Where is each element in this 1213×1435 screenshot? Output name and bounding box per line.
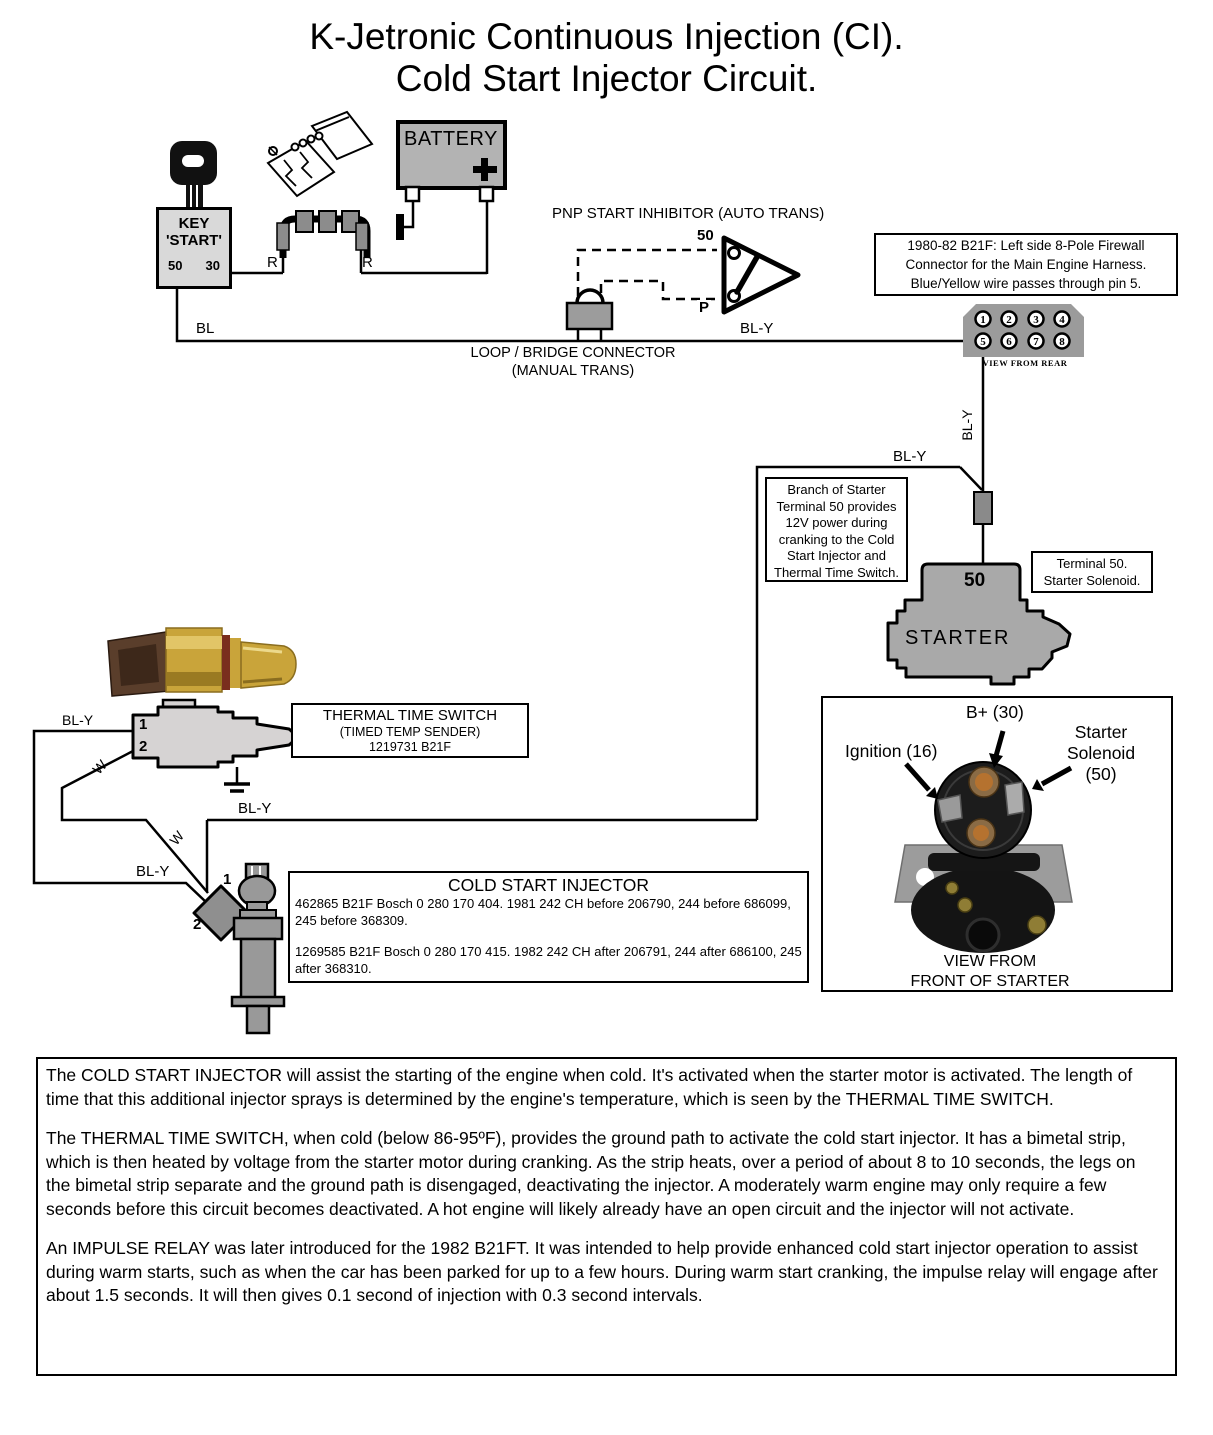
branch-note-line-4: cranking to the Cold — [778, 531, 895, 547]
ignition-key-icon — [170, 141, 217, 210]
wire-label-bly-tts: BL-Y — [62, 712, 94, 728]
key-terminal-30: 30 — [205, 258, 220, 273]
photo-label-solenoid — [1058, 722, 1144, 785]
pin-6: 6 — [1006, 336, 1012, 348]
pnp-title: PNP START INHIBITOR (AUTO TRANS) — [552, 205, 825, 222]
pnp-terminal-50-label: 50 — [697, 227, 714, 244]
notes-para-2: The THERMAL TIME SWITCH, when cold (below 86-95ºF), provides the ground path to activate the cold start injector. It has a bimetal strip, which is then heated by voltage from the starter motor during cranking. As the strip heats, over a period of about 8 to 10 seconds, the legs on the bimetal strip separate and the ground path is disengaged, deactivating the injector. A moderately warm engine may only require a few seconds before this circuit becomes deactivated. A hot engine will likely already have an open circuit and the injector will not activate. — [46, 1128, 1136, 1219]
fusebox-art — [268, 112, 372, 196]
branch-note-line-2: Terminal 50 provides — [776, 498, 897, 514]
loop-bridge-line-2: (MANUAL TRANS) — [511, 363, 635, 379]
ground-symbols — [224, 784, 250, 791]
thermal-switch-box — [291, 703, 529, 758]
wire-battery-ground — [404, 200, 413, 227]
wire-label-bly-injector: BL-Y — [136, 863, 170, 880]
thermal-switch-symbol — [133, 700, 295, 767]
tts-box-line-2: (TIMED TEMP SENDER) — [339, 725, 481, 739]
fuse-label-left: R — [267, 254, 278, 271]
wire-w — [62, 751, 208, 893]
page-title — [0, 16, 1213, 100]
key-label: KEY — [178, 215, 210, 232]
photo-label-solenoid-line-1: Starter — [1074, 722, 1128, 742]
tts-box-line-3: 1219731 B21F — [368, 740, 451, 754]
notes-para-3: An IMPULSE RELAY was later introduced for the 1982 B21FT. It was intended to help provide enhanced cold start injector operation to assist during warm starts, such as when the car has been parked for up to a few hours. During warm start cranking, the impulse relay will engage after about 1.5 seconds. It will then gives 0.1 second of injection with 0.3 second intervals. — [46, 1238, 1158, 1305]
pin-1: 1 — [980, 314, 986, 326]
tts-box-line-1: THERMAL TIME SWITCH — [322, 707, 498, 724]
battery-ground-bar — [396, 214, 404, 240]
pnp-switch-icon — [724, 238, 798, 312]
firewall-note-box — [874, 233, 1178, 296]
branch-note-line-3: 12V power during — [785, 515, 888, 530]
branch-note-line-5: Start Injector and — [787, 548, 886, 563]
wire-label-bly-mid: BL-Y — [238, 800, 272, 817]
loop-bridge-connector-icon — [567, 290, 612, 340]
firewall-connector-icon — [963, 304, 1084, 357]
thermal-switch-photo — [108, 628, 296, 696]
branch-note-line-1: Branch of Starter — [787, 482, 886, 497]
title-line-1: K-Jetronic Continuous Injection (CI). — [309, 16, 904, 57]
photo-caption — [850, 952, 1130, 992]
battery-label: BATTERY — [404, 128, 498, 150]
firewall-note-line-2: Connector for the Main Engine Harness. — [905, 257, 1147, 272]
firewall-note-line-1: 1980-82 B21F: Left side 8-Pole Firewall — [907, 238, 1145, 253]
terminal50-note-box — [1031, 551, 1153, 593]
pin-3: 3 — [1033, 314, 1039, 326]
wire-label-bly-branch: BL-Y — [893, 448, 927, 465]
photo-caption-line-2: FRONT OF STARTER — [910, 973, 1070, 990]
terminal50-note-line-2: Starter Solenoid. — [1043, 573, 1141, 588]
loop-bridge-line-1: LOOP / BRIDGE CONNECTOR — [470, 345, 676, 361]
wire-label-w-upper: W — [89, 756, 110, 778]
cold-start-injector-box — [288, 871, 809, 983]
wire-label-bly-pin5: BL-Y — [959, 409, 975, 441]
injector-terminal-2: 2 — [193, 916, 202, 933]
firewall-note-line-3: Blue/Yellow wire passes through pin 5. — [910, 276, 1142, 291]
tts-terminal-2: 2 — [139, 738, 148, 755]
fuse-label-right: R — [362, 254, 373, 271]
pin-2: 2 — [1006, 314, 1012, 326]
tts-terminal-1: 1 — [139, 716, 148, 733]
pnp-terminal-p-label: P — [699, 299, 710, 316]
pin-5: 5 — [980, 336, 986, 348]
injector-box-para-2: 1269585 B21F Bosch 0 280 170 415. 1982 242 CH after 206791, 244 after 686100, 245 after 368310. — [295, 944, 802, 976]
pin-7: 7 — [1033, 336, 1039, 348]
starter-label: STARTER — [905, 627, 1011, 649]
pin-8: 8 — [1059, 336, 1065, 348]
terminal50-note-line-1: Terminal 50. — [1056, 556, 1128, 571]
notes-para-1: The COLD START INJECTOR will assist the starting of the engine when cold. It's activated when the starter motor is activated. The length of time that this additional injector sprays is determined by the engine's temperature, which is seen by the THERMAL TIME SWITCH. — [46, 1065, 1133, 1109]
notes-box — [36, 1057, 1177, 1376]
wire-label-bly-pnp: BL-Y — [740, 320, 774, 337]
fuse-holder-symbol — [277, 211, 368, 258]
branch-note-box — [765, 477, 908, 582]
photo-label-solenoid-line-2: Solenoid — [1066, 743, 1136, 763]
injector-box-para-1: 462865 B21F Bosch 0 280 170 404. 1981 242 CH before 206790, 244 before 686099, 245 before 368309. — [295, 896, 791, 928]
photo-label-bplus: B+ (30) — [966, 702, 1024, 722]
key-start-switch — [156, 207, 232, 289]
wire-label-w-lower: W — [166, 827, 187, 849]
starter-terminal-label: 50 — [964, 570, 986, 591]
inline-connector-icon — [974, 492, 992, 524]
title-line-2: Cold Start Injector Circuit. — [395, 58, 818, 99]
photo-label-solenoid-line-3: (50) — [1085, 764, 1117, 784]
wire-label-bl: BL — [196, 320, 215, 337]
photo-label-ignition: Ignition (16) — [845, 741, 938, 761]
wire-dashed-50 — [578, 250, 717, 296]
injector-terminal-1: 1 — [223, 871, 232, 888]
firewall-connector-caption: VIEW FROM REAR — [982, 358, 1068, 368]
photo-caption-line-1: VIEW FROM — [943, 953, 1037, 970]
injector-box-title: COLD START INJECTOR — [448, 875, 649, 895]
key-start-label: 'START' — [165, 232, 222, 249]
branch-note-line-6: Thermal Time Switch. — [774, 564, 899, 580]
pin-4: 4 — [1059, 314, 1065, 326]
loop-bridge-label — [447, 344, 699, 380]
wire-dashed-p — [601, 281, 717, 299]
key-terminal-50: 50 — [168, 258, 183, 273]
